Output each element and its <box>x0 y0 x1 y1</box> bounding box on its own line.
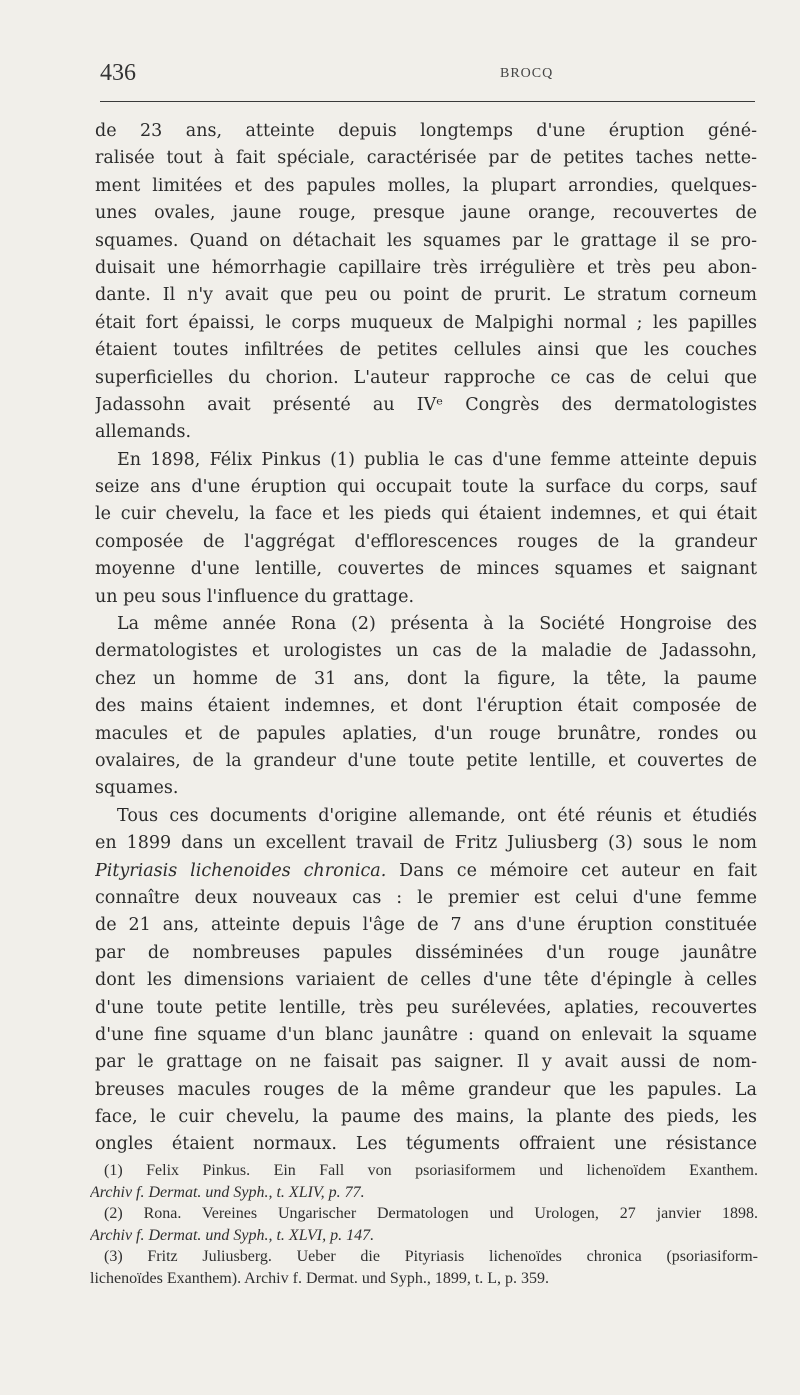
text-line: ralisée tout à fait spéciale, caractérisée par de petites taches nette- <box>95 148 757 169</box>
text-line: duisait une hémorrhagie capillaire très irrégulière et très peu abon- <box>95 257 757 278</box>
text-line: de 23 ans, atteinte depuis longtemps d'une éruption géné- <box>95 121 757 141</box>
header-rule <box>100 101 755 102</box>
text-line: par de nombreuses papules disséminées d'un rouge jaunâtre <box>95 942 757 963</box>
running-head: BROCQ <box>500 66 554 81</box>
text-line: connaître deux nouveaux cas : le premier est celui d'une femme <box>95 887 757 908</box>
text-line: dermatologistes et urologistes un cas de la maladie de Jadassohn, <box>95 641 757 662</box>
text-line: seize ans d'une éruption qui occupait toute la surface du corps, sauf <box>95 477 757 498</box>
text-line: superficielles du chorion. L'auteur rapproche ce cas de celui que <box>95 367 757 388</box>
text-line: d'une toute petite lentille, très peu surélevées, aplaties, recouvertes <box>95 997 757 1018</box>
text-line: Jadassohn avait présenté au IVᵉ Congrès des dermatologistes <box>95 394 757 415</box>
text-line: d'une fine squame d'un blanc jaunâtre : quand on enlevait la squame <box>95 1024 757 1045</box>
footnote-1-line-1: (1) Felix Pinkus. Ein Fall von psoriasiformem und lichenoïdem Exanthem. <box>104 1162 758 1179</box>
text-line: des mains étaient indemnes, et dont l'éruption était composée de <box>95 696 757 717</box>
footnote-3-line-1: (3) Fritz Juliusberg. Ueber die Pityriasis lichenoïdes chronica (psoriasiform- <box>104 1248 758 1265</box>
page-header <box>100 58 755 98</box>
footnote-3-line-2: lichenoïdes Exanthem). Archiv f. Dermat. und Syph., 1899, t. L, p. 359. <box>90 1269 550 1287</box>
text-line: unes ovales, jaune rouge, presque jaune orange, recouvertes de <box>95 203 757 224</box>
footnote-2-line-2: Archiv f. Dermat. und Syph., t. XLVI, p. 147. <box>90 1226 375 1244</box>
text-line: étaient toutes infiltrées de petites cellules ainsi que les couches <box>95 340 757 361</box>
text-line: macules et de papules aplaties, d'un rouge brunâtre, rondes ou <box>95 723 757 744</box>
text-line: composée de l'aggrégat d'efflorescences rouges de la grandeur <box>95 531 757 552</box>
text-line: En 1898, Félix Pinkus (1) publia le cas d'une femme atteinte depuis <box>117 449 757 470</box>
text-line: dont les dimensions variaient de celles d'une tête d'épingle à celles <box>95 970 757 991</box>
text-line: moyenne d'une lentille, couvertes de minces squames et saignant <box>95 559 757 580</box>
text-line: chez un homme de 31 ans, dont la figure, la tête, la paume <box>95 668 757 689</box>
text-line: La même année Rona (2) présenta à la Société Hongroise des <box>117 614 757 635</box>
text-line: squames. Quand on détachait les squames par le grattage il se pro- <box>95 230 757 251</box>
body-text <box>95 118 757 1159</box>
text-line: le cuir chevelu, la face et les pieds qui étaient indemnes, et qui était <box>95 504 757 525</box>
text-line: breuses macules rouges de la même grandeur que les papules. La <box>95 1079 757 1100</box>
text-line: ment limitées et des papules molles, la plupart arrondies, quelques- <box>95 175 757 196</box>
text-line: allemands. <box>95 422 192 443</box>
text-line: dante. Il n'y avait que peu ou point de prurit. Le stratum corneum <box>95 285 757 306</box>
footnote-1-line-2: Archiv f. Dermat. und Syph., t. XLIV, p. 77. <box>90 1183 365 1201</box>
footnote-2-line-1: (2) Rona. Vereines Ungarischer Dermatologen und Urologen, 27 janvier 1898. <box>104 1205 758 1222</box>
text-line: était fort épaissi, le corps muqueux de Malpighi normal ; les papilles <box>95 312 757 333</box>
text-line: squames. <box>95 778 179 799</box>
text-line: Tous ces documents d'origine allemande, ont été réunis et étudiés <box>117 805 757 826</box>
page-number: 436 <box>100 60 136 86</box>
footnotes <box>90 1160 758 1289</box>
italic-title: Pityriasis lichenoides chronica. <box>95 860 387 881</box>
text-line: en 1899 dans un excellent travail de Fritz Juliusberg (3) sous le nom <box>95 833 757 854</box>
text-line: par le grattage on ne faisait pas saigner. Il y avait aussi de nom- <box>95 1052 757 1073</box>
text-line: face, le cuir chevelu, la paume des mains, la plante des pieds, les <box>95 1107 757 1128</box>
text-line: ongles étaient normaux. Les téguments offraient une résistance <box>95 1134 757 1155</box>
text-line: de 21 ans, atteinte depuis l'âge de 7 ans d'une éruption constituée <box>95 915 757 936</box>
text-line: ovalaires, de la grandeur d'une toute petite lentille, et couvertes de <box>95 750 757 771</box>
text-line: un peu sous l'influence du grattage. <box>95 586 415 607</box>
text-line-italic: Pityriasis lichenoides chronica. Dans ce mémoire cet auteur en fait <box>95 860 757 881</box>
